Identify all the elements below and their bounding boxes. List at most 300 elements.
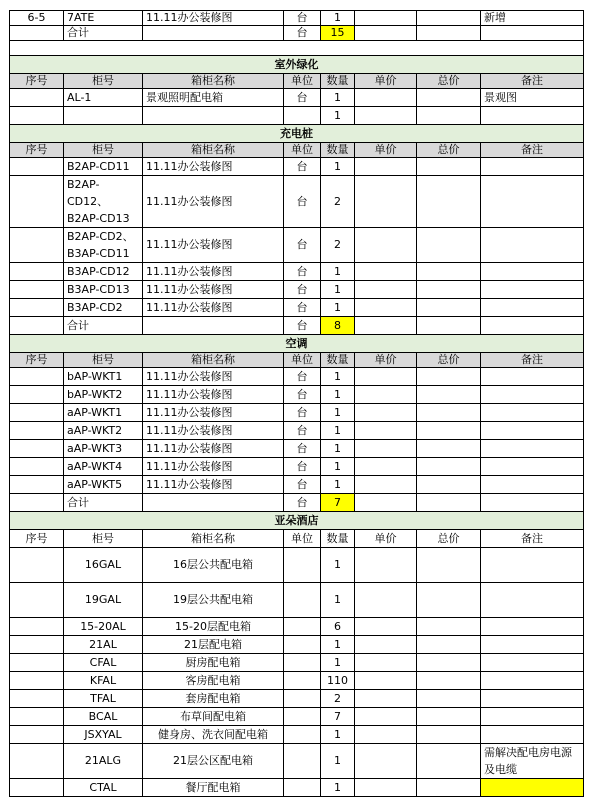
- cell-qty[interactable]: 1: [321, 779, 355, 797]
- cell-total[interactable]: [417, 107, 481, 125]
- cell-total[interactable]: [417, 11, 481, 26]
- cell-price[interactable]: [355, 228, 417, 263]
- cell-total[interactable]: [417, 458, 481, 476]
- header-qty: 数量: [321, 74, 355, 89]
- cell-code[interactable]: 合计: [64, 494, 143, 512]
- cell-code[interactable]: B2AP-CD2、B3AP-CD11: [64, 228, 143, 263]
- cell-unit[interactable]: 台: [284, 404, 321, 422]
- cell-total[interactable]: [417, 404, 481, 422]
- cell-seq[interactable]: 6-5: [10, 11, 64, 26]
- cell-seq[interactable]: [10, 386, 64, 404]
- cell-note[interactable]: [481, 548, 584, 583]
- header-note: 备注: [481, 530, 584, 548]
- cell-name[interactable]: 11.11办公装修图: [143, 440, 284, 458]
- cell-seq[interactable]: [10, 107, 64, 125]
- header-name: 箱柜名称: [143, 353, 284, 368]
- cell-price[interactable]: [355, 744, 417, 779]
- cell-unit[interactable]: 台: [284, 494, 321, 512]
- cell-unit[interactable]: [284, 654, 321, 672]
- cell-code[interactable]: 19GAL: [64, 583, 143, 618]
- cell-name[interactable]: 21层配电箱: [143, 636, 284, 654]
- table-row: [10, 548, 584, 583]
- header-unit: 单位: [284, 353, 321, 368]
- header-price: 单价: [355, 143, 417, 158]
- cell-note[interactable]: [481, 404, 584, 422]
- cell-unit[interactable]: [284, 618, 321, 636]
- cell-total[interactable]: [417, 476, 481, 494]
- section-header-charging: [10, 125, 584, 143]
- cell-name[interactable]: 套房配电箱: [143, 690, 284, 708]
- cell-name[interactable]: 15-20层配电箱: [143, 618, 284, 636]
- cell-name[interactable]: 布草间配电箱: [143, 708, 284, 726]
- cell-code[interactable]: KFAL: [64, 672, 143, 690]
- table-row: [10, 176, 584, 228]
- cell-seq[interactable]: [10, 263, 64, 281]
- cell-qty[interactable]: 7: [321, 708, 355, 726]
- cell-price[interactable]: [355, 158, 417, 176]
- cell-total[interactable]: [417, 228, 481, 263]
- cell-qty[interactable]: 2: [321, 176, 355, 228]
- section-title: 空调: [10, 335, 584, 353]
- cell-price[interactable]: [355, 299, 417, 317]
- cell-qty[interactable]: 1: [321, 422, 355, 440]
- table-row: [10, 726, 584, 744]
- header-seq: 序号: [10, 530, 64, 548]
- cell-total[interactable]: [417, 494, 481, 512]
- cell-note[interactable]: [481, 299, 584, 317]
- cell-name[interactable]: 19层公共配电箱: [143, 583, 284, 618]
- cell-unit[interactable]: [284, 690, 321, 708]
- cell-note[interactable]: [481, 386, 584, 404]
- table-row: [10, 299, 584, 317]
- cell-name[interactable]: 11.11办公装修图: [143, 176, 284, 228]
- cell-unit[interactable]: 台: [284, 476, 321, 494]
- cell-note[interactable]: [481, 158, 584, 176]
- header-note: 备注: [481, 143, 584, 158]
- cell-seq[interactable]: [10, 299, 64, 317]
- cell-seq[interactable]: [10, 744, 64, 779]
- header-seq: 序号: [10, 74, 64, 89]
- cell-unit[interactable]: [284, 708, 321, 726]
- cell-note[interactable]: [481, 317, 584, 335]
- cell-total[interactable]: [417, 176, 481, 228]
- cell-unit[interactable]: 台: [284, 11, 321, 26]
- cell-code[interactable]: aAP-WKT2: [64, 422, 143, 440]
- cell-name[interactable]: 11.11办公装修图: [143, 404, 284, 422]
- cell-note[interactable]: [481, 690, 584, 708]
- cell-price[interactable]: [355, 690, 417, 708]
- cell-qty[interactable]: 1: [321, 726, 355, 744]
- cell-note[interactable]: [481, 281, 584, 299]
- cell-price[interactable]: [355, 317, 417, 335]
- cell-name[interactable]: 客房配电箱: [143, 672, 284, 690]
- cell-unit[interactable]: 台: [284, 158, 321, 176]
- cell-total[interactable]: [417, 708, 481, 726]
- table-row: [10, 744, 584, 779]
- header-unit: 单位: [284, 74, 321, 89]
- cell-name[interactable]: 11.11办公装修图: [143, 281, 284, 299]
- cell-price[interactable]: [355, 708, 417, 726]
- cell-code[interactable]: 16GAL: [64, 548, 143, 583]
- cell-note[interactable]: [481, 440, 584, 458]
- cell-seq[interactable]: [10, 228, 64, 263]
- cell-price[interactable]: [355, 89, 417, 107]
- cell-name[interactable]: [143, 26, 284, 41]
- cell-total[interactable]: [417, 422, 481, 440]
- cell-note[interactable]: [481, 368, 584, 386]
- cell-note[interactable]: [481, 494, 584, 512]
- cell-name[interactable]: 厨房配电箱: [143, 654, 284, 672]
- table-row: [10, 708, 584, 726]
- cell-unit[interactable]: 台: [284, 89, 321, 107]
- cell-name[interactable]: 餐厅配电箱: [143, 779, 284, 797]
- cell-price[interactable]: [355, 476, 417, 494]
- cell-qty[interactable]: 1: [321, 744, 355, 779]
- cell-seq[interactable]: [10, 690, 64, 708]
- header-total: 总价: [417, 353, 481, 368]
- cell-note[interactable]: [481, 26, 584, 41]
- cell-price[interactable]: [355, 281, 417, 299]
- cell-note-highlight[interactable]: [481, 779, 584, 797]
- cell-code[interactable]: 合计: [64, 26, 143, 41]
- cell-note[interactable]: [481, 654, 584, 672]
- cell-code[interactable]: BCAL: [64, 708, 143, 726]
- cell-price[interactable]: [355, 263, 417, 281]
- cell-total[interactable]: [417, 368, 481, 386]
- cell-total[interactable]: [417, 317, 481, 335]
- cell-qty[interactable]: 110: [321, 672, 355, 690]
- cell-total[interactable]: [417, 263, 481, 281]
- cell-price[interactable]: [355, 494, 417, 512]
- column-header-row: [10, 74, 584, 89]
- cell-seq[interactable]: [10, 317, 64, 335]
- cell-total[interactable]: [417, 672, 481, 690]
- cell-price[interactable]: [355, 386, 417, 404]
- cell-unit[interactable]: [284, 672, 321, 690]
- cell-qty[interactable]: 1: [321, 583, 355, 618]
- cell-note[interactable]: [481, 583, 584, 618]
- cell-qty-total[interactable]: 15: [321, 26, 355, 41]
- cell-code[interactable]: CFAL: [64, 654, 143, 672]
- cell-unit[interactable]: [284, 726, 321, 744]
- cell-qty[interactable]: 1: [321, 89, 355, 107]
- cell-name[interactable]: 11.11办公装修图: [143, 422, 284, 440]
- cell-seq[interactable]: [10, 672, 64, 690]
- table-row: [10, 368, 584, 386]
- cell-unit[interactable]: 台: [284, 299, 321, 317]
- cell-qty[interactable]: 1: [321, 654, 355, 672]
- cell-price[interactable]: [355, 654, 417, 672]
- column-header-row: [10, 530, 584, 548]
- cell-total[interactable]: [417, 690, 481, 708]
- cell-price[interactable]: [355, 618, 417, 636]
- cell-qty[interactable]: 1: [321, 299, 355, 317]
- cell-name[interactable]: 11.11办公装修图: [143, 228, 284, 263]
- cell-name[interactable]: [143, 317, 284, 335]
- header-qty: 数量: [321, 353, 355, 368]
- column-header-row: [10, 143, 584, 158]
- cell-price[interactable]: [355, 458, 417, 476]
- header-name: 箱柜名称: [143, 74, 284, 89]
- cell-seq[interactable]: [10, 636, 64, 654]
- cell-unit[interactable]: 台: [284, 368, 321, 386]
- cell-qty[interactable]: 1: [321, 281, 355, 299]
- table-row: [10, 107, 584, 125]
- cell-name[interactable]: 11.11办公装修图: [143, 368, 284, 386]
- cell-note[interactable]: [481, 228, 584, 263]
- cell-seq[interactable]: [10, 494, 64, 512]
- cell-seq[interactable]: [10, 368, 64, 386]
- cell-code[interactable]: CTAL: [64, 779, 143, 797]
- cell-total[interactable]: [417, 26, 481, 41]
- cell-note[interactable]: [481, 176, 584, 228]
- cell-unit[interactable]: 台: [284, 176, 321, 228]
- cell-seq[interactable]: [10, 726, 64, 744]
- cell-price[interactable]: [355, 548, 417, 583]
- cell-seq[interactable]: [10, 404, 64, 422]
- cell-code[interactable]: B3AP-CD12: [64, 263, 143, 281]
- cell-code[interactable]: 7ATE: [64, 11, 143, 26]
- header-price: 单价: [355, 530, 417, 548]
- table-row: [10, 779, 584, 797]
- cell-code[interactable]: bAP-WKT2: [64, 386, 143, 404]
- cell-unit[interactable]: 台: [284, 422, 321, 440]
- cell-qty[interactable]: 1: [321, 386, 355, 404]
- cell-unit[interactable]: [284, 548, 321, 583]
- cell-seq[interactable]: [10, 89, 64, 107]
- cell-code[interactable]: [64, 107, 143, 125]
- cell-seq[interactable]: [10, 779, 64, 797]
- header-note: 备注: [481, 353, 584, 368]
- cell-name[interactable]: 11.11办公装修图: [143, 158, 284, 176]
- header-price: 单价: [355, 74, 417, 89]
- cell-total[interactable]: [417, 636, 481, 654]
- cell-unit[interactable]: [284, 583, 321, 618]
- cell-seq[interactable]: [10, 476, 64, 494]
- cell-name[interactable]: 11.11办公装修图: [143, 299, 284, 317]
- cell-qty[interactable]: 6: [321, 618, 355, 636]
- cell-name[interactable]: 11.11办公装修图: [143, 458, 284, 476]
- header-name: 箱柜名称: [143, 143, 284, 158]
- cell-qty-total[interactable]: 7: [321, 494, 355, 512]
- cell-note[interactable]: 景观图: [481, 89, 584, 107]
- cell-seq[interactable]: [10, 422, 64, 440]
- table-row: [10, 11, 584, 26]
- header-note: 备注: [481, 74, 584, 89]
- cell-total[interactable]: [417, 779, 481, 797]
- cell-note[interactable]: [481, 263, 584, 281]
- cell-code[interactable]: JSXYAL: [64, 726, 143, 744]
- cell-price[interactable]: [355, 636, 417, 654]
- cell-price[interactable]: [355, 440, 417, 458]
- header-seq: 序号: [10, 143, 64, 158]
- cell-price[interactable]: [355, 11, 417, 26]
- cell-total[interactable]: [417, 158, 481, 176]
- cell-qty[interactable]: 1: [321, 440, 355, 458]
- cell-price[interactable]: [355, 583, 417, 618]
- cell-unit[interactable]: [284, 779, 321, 797]
- cell-price[interactable]: [355, 726, 417, 744]
- table-row: [10, 440, 584, 458]
- cell-note[interactable]: [481, 476, 584, 494]
- header-total: 总价: [417, 143, 481, 158]
- table-row: [10, 476, 584, 494]
- cell-qty[interactable]: 1: [321, 11, 355, 26]
- cell-qty-total[interactable]: 8: [321, 317, 355, 335]
- cell-code[interactable]: aAP-WKT5: [64, 476, 143, 494]
- cell-seq[interactable]: [10, 26, 64, 41]
- cell-seq[interactable]: [10, 458, 64, 476]
- cell-price[interactable]: [355, 404, 417, 422]
- cell-unit[interactable]: 台: [284, 386, 321, 404]
- cell-qty[interactable]: 1: [321, 476, 355, 494]
- header-code: 柜号: [64, 353, 143, 368]
- cell-total[interactable]: [417, 744, 481, 779]
- header-total: 总价: [417, 74, 481, 89]
- cell-unit[interactable]: [284, 107, 321, 125]
- table-row: [10, 26, 584, 41]
- cell-code[interactable]: aAP-WKT1: [64, 404, 143, 422]
- cell-unit[interactable]: 台: [284, 263, 321, 281]
- cell-qty[interactable]: 2: [321, 690, 355, 708]
- cell-qty[interactable]: 1: [321, 263, 355, 281]
- cell-note[interactable]: [481, 708, 584, 726]
- cell-unit[interactable]: 台: [284, 228, 321, 263]
- cell-name[interactable]: 景观照明配电箱: [143, 89, 284, 107]
- cell-qty[interactable]: 1: [321, 158, 355, 176]
- cell-code[interactable]: B3AP-CD2: [64, 299, 143, 317]
- cell-unit[interactable]: 台: [284, 317, 321, 335]
- cell-code[interactable]: aAP-WKT4: [64, 458, 143, 476]
- cell-name[interactable]: [143, 107, 284, 125]
- header-code: 柜号: [64, 530, 143, 548]
- cell-code[interactable]: 15-20AL: [64, 618, 143, 636]
- cell-total[interactable]: [417, 548, 481, 583]
- cell-qty[interactable]: 1: [321, 368, 355, 386]
- cell-seq[interactable]: [10, 440, 64, 458]
- cell-qty[interactable]: 1: [321, 404, 355, 422]
- cell-price[interactable]: [355, 422, 417, 440]
- cell-qty[interactable]: 1: [321, 107, 355, 125]
- cell-seq[interactable]: [10, 654, 64, 672]
- cell-note[interactable]: [481, 422, 584, 440]
- cell-code[interactable]: B2AP-CD12、B2AP-CD13: [64, 176, 143, 228]
- cell-code[interactable]: B2AP-CD11: [64, 158, 143, 176]
- cell-total[interactable]: [417, 440, 481, 458]
- cell-qty[interactable]: 2: [321, 228, 355, 263]
- header-unit: 单位: [284, 530, 321, 548]
- cell-seq[interactable]: [10, 176, 64, 228]
- cell-total[interactable]: [417, 726, 481, 744]
- cell-total[interactable]: [417, 583, 481, 618]
- table-row: [10, 636, 584, 654]
- cell-unit[interactable]: 台: [284, 440, 321, 458]
- cell-total[interactable]: [417, 386, 481, 404]
- cell-total[interactable]: [417, 281, 481, 299]
- cell-note[interactable]: 需解决配电房电源及电缆: [481, 744, 584, 779]
- cell-qty[interactable]: 1: [321, 548, 355, 583]
- cell-name[interactable]: 11.11办公装修图: [143, 386, 284, 404]
- cell-unit[interactable]: [284, 636, 321, 654]
- cell-name[interactable]: 11.11办公装修图: [143, 263, 284, 281]
- cell-name[interactable]: [143, 494, 284, 512]
- table-row: [10, 386, 584, 404]
- cell-seq[interactable]: [10, 158, 64, 176]
- table-row: [10, 89, 584, 107]
- cell-seq[interactable]: [10, 548, 64, 583]
- cell-code[interactable]: 21AL: [64, 636, 143, 654]
- cell-total[interactable]: [417, 618, 481, 636]
- cell-price[interactable]: [355, 107, 417, 125]
- cell-price[interactable]: [355, 368, 417, 386]
- cell-unit[interactable]: [284, 744, 321, 779]
- cell-code[interactable]: TFAL: [64, 690, 143, 708]
- cell-seq[interactable]: [10, 281, 64, 299]
- cell-price[interactable]: [355, 176, 417, 228]
- cell-unit[interactable]: 台: [284, 26, 321, 41]
- empty-cell[interactable]: [10, 41, 584, 56]
- cell-qty[interactable]: 1: [321, 636, 355, 654]
- cell-name[interactable]: 健身房、洗衣间配电箱: [143, 726, 284, 744]
- cell-qty[interactable]: 1: [321, 458, 355, 476]
- header-qty: 数量: [321, 530, 355, 548]
- total-row: [10, 494, 584, 512]
- cell-total[interactable]: [417, 654, 481, 672]
- cell-note[interactable]: [481, 618, 584, 636]
- cell-note[interactable]: 新增: [481, 11, 584, 26]
- cell-note[interactable]: [481, 636, 584, 654]
- cell-name[interactable]: 11.11办公装修图: [143, 11, 284, 26]
- cell-code[interactable]: 合计: [64, 317, 143, 335]
- section-title: 充电桩: [10, 125, 584, 143]
- cell-seq[interactable]: [10, 618, 64, 636]
- cell-code[interactable]: bAP-WKT1: [64, 368, 143, 386]
- empty-row: [10, 41, 584, 56]
- cell-unit[interactable]: 台: [284, 281, 321, 299]
- cell-price[interactable]: [355, 672, 417, 690]
- header-unit: 单位: [284, 143, 321, 158]
- cell-price[interactable]: [355, 26, 417, 41]
- cell-note[interactable]: [481, 107, 584, 125]
- table-row: [10, 263, 584, 281]
- cell-total[interactable]: [417, 299, 481, 317]
- header-code: 柜号: [64, 74, 143, 89]
- cell-unit[interactable]: 台: [284, 458, 321, 476]
- cell-code[interactable]: 21ALG: [64, 744, 143, 779]
- header-price: 单价: [355, 353, 417, 368]
- cell-note[interactable]: [481, 458, 584, 476]
- cell-code[interactable]: AL-1: [64, 89, 143, 107]
- cell-seq[interactable]: [10, 583, 64, 618]
- cell-code[interactable]: B3AP-CD13: [64, 281, 143, 299]
- cell-seq[interactable]: [10, 708, 64, 726]
- cell-note[interactable]: [481, 726, 584, 744]
- cell-name[interactable]: 21层公区配电箱: [143, 744, 284, 779]
- cell-code[interactable]: aAP-WKT3: [64, 440, 143, 458]
- cell-total[interactable]: [417, 89, 481, 107]
- cell-price[interactable]: [355, 779, 417, 797]
- header-total: 总价: [417, 530, 481, 548]
- header-seq: 序号: [10, 353, 64, 368]
- table-row: [10, 458, 584, 476]
- total-row: [10, 317, 584, 335]
- section-title: 亚朵酒店: [10, 512, 584, 530]
- cell-name[interactable]: 11.11办公装修图: [143, 476, 284, 494]
- section-header-hotel: [10, 512, 584, 530]
- cell-name[interactable]: 16层公共配电箱: [143, 548, 284, 583]
- header-name: 箱柜名称: [143, 530, 284, 548]
- cell-note[interactable]: [481, 672, 584, 690]
